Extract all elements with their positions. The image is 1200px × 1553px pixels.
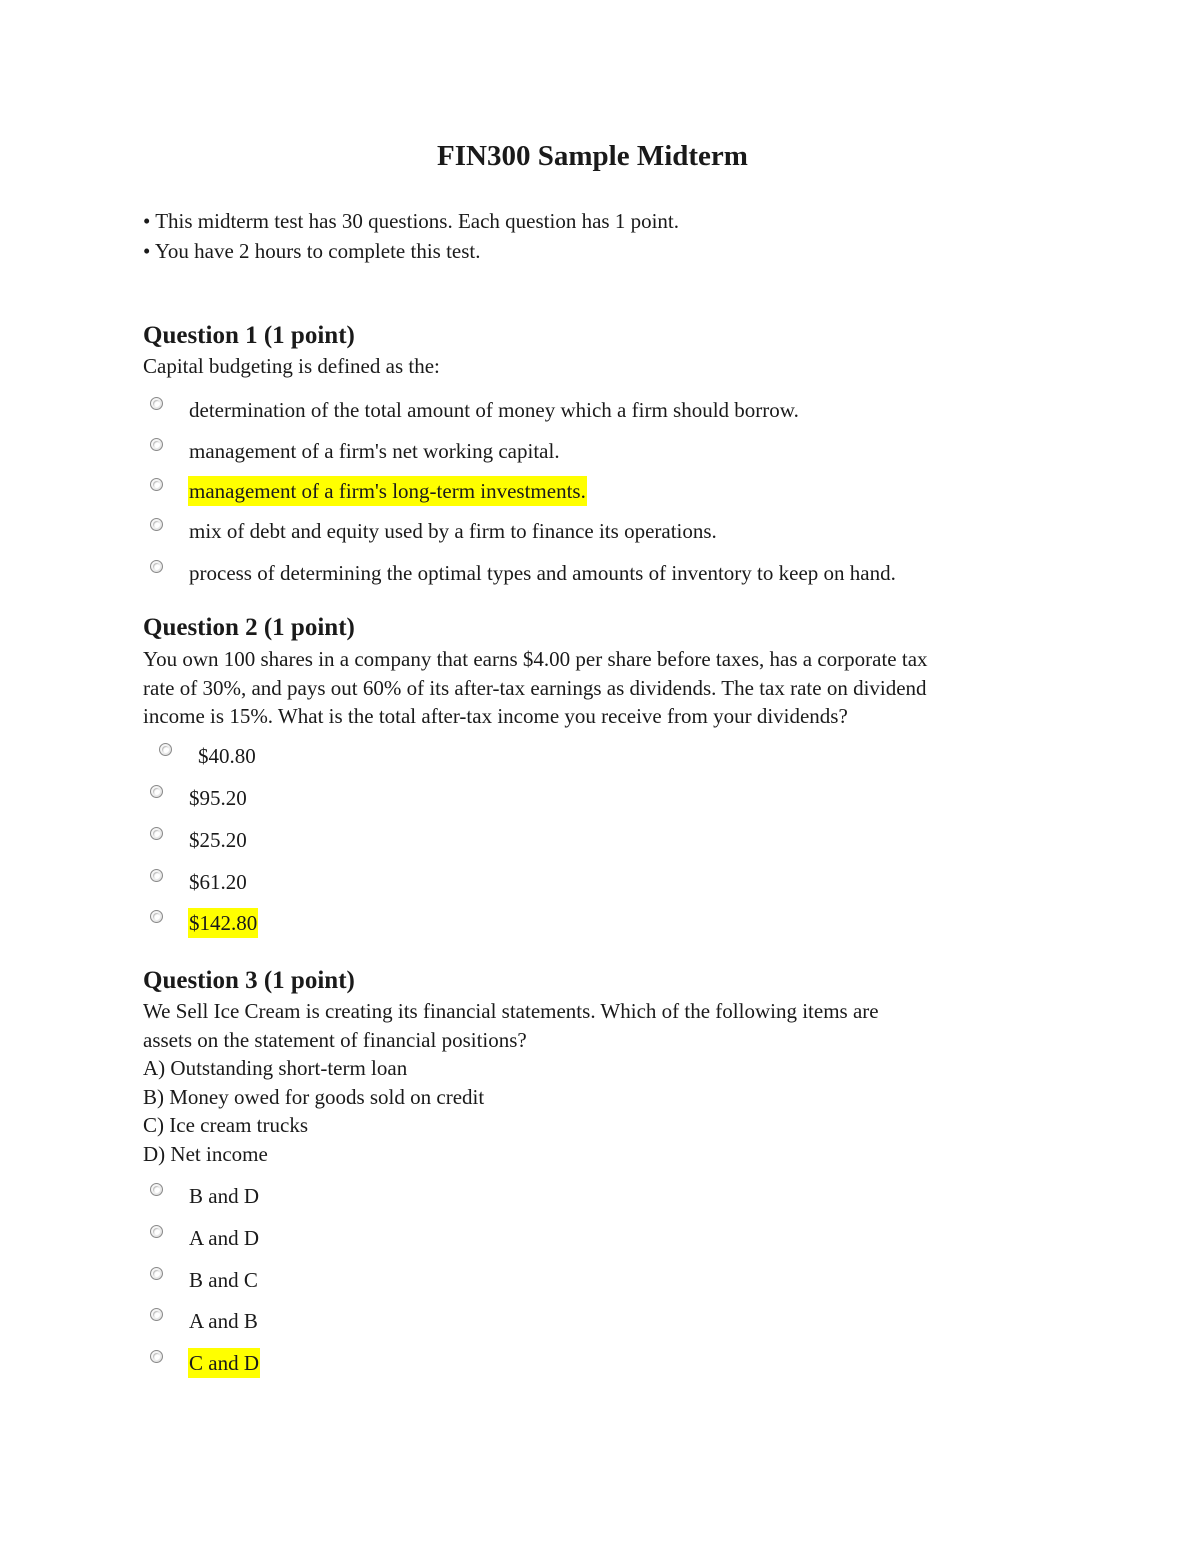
- choice-label: $25.20: [189, 828, 247, 852]
- radio-button-icon[interactable]: [159, 743, 172, 756]
- question-text-line: D) Net income: [143, 1141, 268, 1166]
- question-text-line: A) Outstanding short-term loan: [143, 1056, 408, 1080]
- question-1-text: [143, 352, 1043, 381]
- choice-label: process of determining the optimal types and amounts of inventory to keep on hand.: [189, 561, 896, 585]
- question-2-number: Question 2: [143, 614, 258, 641]
- question-3-points: (1 point): [263, 967, 355, 994]
- radio-button-icon[interactable]: [150, 1267, 163, 1280]
- choice-label-highlighted: C and D: [188, 1348, 260, 1378]
- question-text-line: income is 15%. What is the total after-tax income you receive from your dividends?: [143, 704, 848, 728]
- radio-button-icon[interactable]: [150, 560, 163, 573]
- radio-button-icon[interactable]: [150, 910, 163, 923]
- radio-button-icon[interactable]: [150, 438, 163, 451]
- question-3-text: [143, 997, 1043, 1168]
- radio-button-icon[interactable]: [150, 827, 163, 840]
- instruction-questions-count: • This midterm test has 30 questions. Each question has 1 point.: [143, 209, 679, 233]
- choice-label: $95.20: [189, 786, 247, 810]
- question-1-header: [143, 321, 355, 351]
- question-text-line: You own 100 shares in a company that earns $4.00 per share before taxes, has a corporate tax: [143, 647, 928, 671]
- choice-label-highlighted: management of a firm's long-term investments.: [188, 476, 587, 506]
- choice-label: determination of the total amount of money which a firm should borrow.: [189, 398, 799, 422]
- radio-button-icon[interactable]: [150, 518, 163, 531]
- question-text-line: C) Ice cream trucks: [143, 1113, 308, 1137]
- choice-label: B and D: [189, 1184, 259, 1208]
- choice-label: $40.80: [198, 744, 256, 768]
- question-3-number: Question 3: [143, 967, 258, 994]
- radio-button-icon[interactable]: [150, 478, 163, 491]
- choice-label: mix of debt and equity used by a firm to finance its operations.: [189, 519, 717, 543]
- question-text-line: assets on the statement of financial positions?: [143, 1027, 527, 1052]
- question-1-number: Question 1: [143, 322, 258, 349]
- choice-label: $61.20: [189, 870, 247, 894]
- question-text-line: We Sell Ice Cream is creating its financial statements. Which of the following items are: [143, 999, 879, 1023]
- choice-label: A and D: [189, 1226, 259, 1250]
- question-3-header: [143, 966, 355, 996]
- radio-button-icon[interactable]: [150, 397, 163, 410]
- radio-button-icon[interactable]: [150, 1183, 163, 1196]
- question-text-line: Capital budgeting is defined as the:: [143, 354, 440, 378]
- question-text-line: rate of 30%, and pays out 60% of its after-tax earnings as dividends. The tax rate on dividend: [143, 675, 927, 700]
- choice-label: management of a firm's net working capital.: [189, 439, 560, 463]
- page-title: FIN300 Sample Midterm: [437, 140, 748, 172]
- question-2-text: [143, 645, 1043, 731]
- choice-label-highlighted: $142.80: [188, 908, 258, 938]
- radio-button-icon[interactable]: [150, 785, 163, 798]
- instruction-time-limit: • You have 2 hours to complete this test.: [143, 239, 481, 263]
- radio-button-icon[interactable]: [150, 869, 163, 882]
- choice-label: A and B: [189, 1309, 258, 1333]
- question-2-points: (1 point): [263, 614, 355, 641]
- radio-button-icon[interactable]: [150, 1225, 163, 1238]
- radio-button-icon[interactable]: [150, 1308, 163, 1321]
- choice-label: B and C: [189, 1268, 258, 1292]
- question-2-header: [143, 613, 355, 643]
- question-text-line: B) Money owed for goods sold on credit: [143, 1084, 485, 1109]
- question-1-points: (1 point): [263, 322, 355, 349]
- radio-button-icon[interactable]: [150, 1350, 163, 1363]
